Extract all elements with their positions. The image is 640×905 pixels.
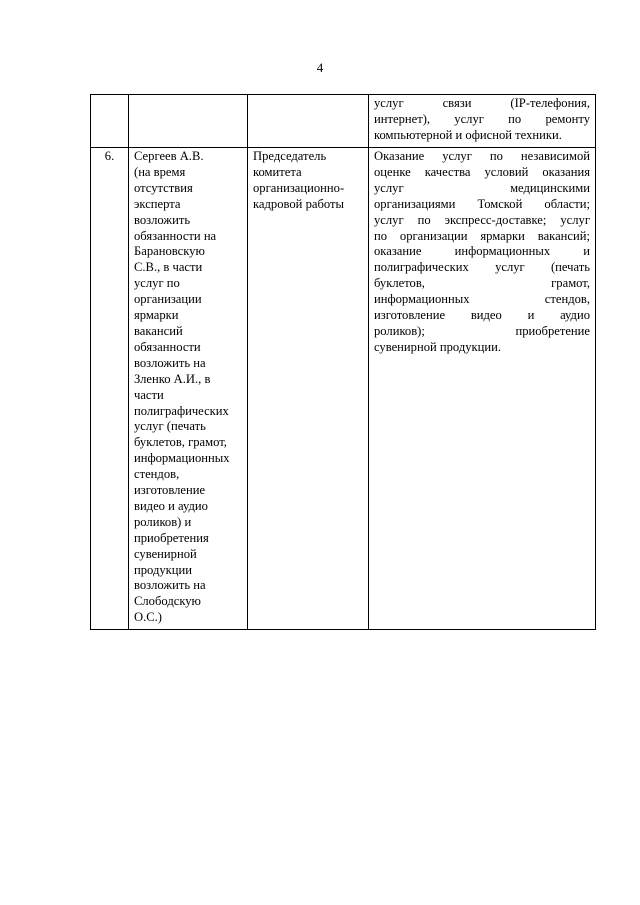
name-cell <box>129 148 248 630</box>
name-line: приобретения <box>134 530 209 545</box>
position-line: кадровой работы <box>253 196 344 211</box>
name-line: О.С.) <box>134 610 162 625</box>
duties-line: полиграфических услуг (печать <box>374 260 590 275</box>
name-line: стендов, <box>134 467 180 482</box>
name-line: (на время <box>134 164 186 179</box>
name-line: Слободскую <box>134 594 201 609</box>
duties-line: буклетов, грамот, <box>374 276 590 291</box>
name-line: части <box>134 387 164 402</box>
name-line: услуг (печать <box>134 419 206 434</box>
duties-line: услуг по экспресс-доставке; услуг <box>374 212 590 227</box>
duties-line: интернет), услуг по ремонту <box>374 111 590 126</box>
name-line: возложить на <box>134 355 206 370</box>
name-cell <box>129 95 248 148</box>
name-line: возложить <box>134 212 191 227</box>
duties-line: оценке качества условий оказания <box>374 164 590 179</box>
duties-line: Оказание услуг по независимой <box>374 149 590 163</box>
duties-line: услуг связи (IP-телефония, <box>374 96 590 110</box>
name-line: роликов) и <box>134 514 192 529</box>
responsibilities-table <box>90 94 596 630</box>
name-line: обязанности <box>134 339 201 354</box>
name-line: сувенирной <box>134 546 197 561</box>
row-number-cell: 6. <box>91 148 129 630</box>
name-line: услуг по <box>134 276 180 291</box>
duties-line: сувенирной продукции. <box>374 339 502 354</box>
duties-line: услуг медицинскими <box>374 180 590 195</box>
name-line: организации <box>134 292 202 307</box>
duties-line: организациями Томской области; <box>374 196 590 211</box>
duties-line: оказание информационных и <box>374 244 590 259</box>
position-cell <box>248 95 369 148</box>
name-line: эксперта <box>134 196 181 211</box>
position-line: организационно- <box>253 180 345 195</box>
name-line: С.В., в части <box>134 260 203 275</box>
name-line: возложить на <box>134 578 206 593</box>
name-line: информационных <box>134 451 230 466</box>
name-line: Барановскую <box>134 244 205 259</box>
duties-line: изготовление видео и аудио <box>374 308 590 323</box>
position-line: Председатель <box>253 149 327 163</box>
duties-cell <box>369 95 596 148</box>
name-line: Сергеев А.В. <box>134 149 204 163</box>
duties-line: роликов); приобретение <box>374 323 590 338</box>
name-line: видео и аудио <box>134 498 208 513</box>
name-line: обязанности на <box>134 228 217 243</box>
table-row <box>91 95 596 148</box>
name-line: продукции <box>134 562 193 577</box>
name-line: полиграфических <box>134 403 229 418</box>
duties-line: по организации ярмарки вакансий; <box>374 228 590 243</box>
duties-cell <box>369 148 596 630</box>
table-row <box>91 148 596 630</box>
name-line: вакансий <box>134 323 183 338</box>
name-line: ярмарки <box>134 308 179 323</box>
duties-line: компьютерной и офисной техники. <box>374 127 562 142</box>
name-line: изготовление <box>134 483 206 498</box>
row-number-cell <box>91 95 129 148</box>
name-line: Зленко А.И., в <box>134 371 211 386</box>
position-line: комитета <box>253 164 302 179</box>
duties-line: информационных стендов, <box>374 292 590 307</box>
position-cell <box>248 148 369 630</box>
name-line: буклетов, грамот, <box>134 435 227 450</box>
page-number: 4 <box>316 60 324 75</box>
name-line: отсутствия <box>134 180 193 195</box>
